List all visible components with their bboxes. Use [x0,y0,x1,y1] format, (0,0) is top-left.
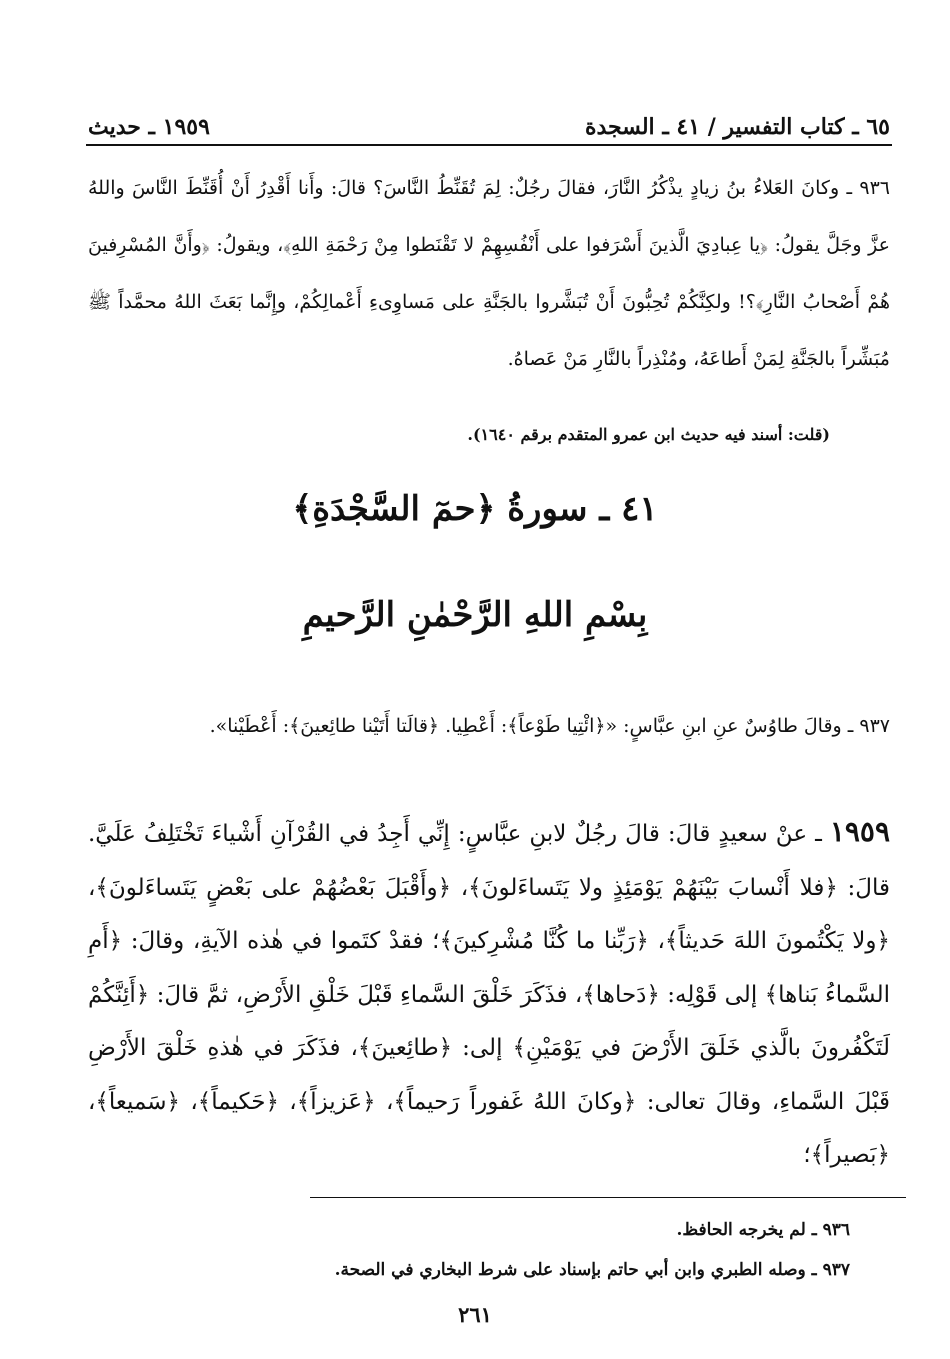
running-header [88,100,890,140]
footnote: ٩٣٦ ـ لم يخرجه الحافظ. [676,1220,850,1240]
basmala: بِسْمِ اللهِ الرَّحْمٰنِ الرَّحيمِ [302,595,648,635]
hadith-936-paragraph: ٩٣٦ ـ وكانَ العَلاءُ بنُ زيادٍ يذْكُرُ النَّارَ، فقالَ رجُلٌ: لِمَ تُقَنِّطُ النَّاسَ؟ قالَ: وأَنا أَقْدِرُ أَنْ أُقَنِّطَ النَّاسَ واللهُ عزَّ وجَلَّ يقولُ: ﴿يا عِبادِيَ الَّذينَ أَسْرَفوا على أَنْفُسِهِمْ لا تَقْنَطوا مِنْ رَحْمَةِ اللهِ﴾، ويقولُ: ﴿وأَنَّ المُسْرِفينَ هُمْ أَصْحابُ النَّارِ﴾؟! ولكِنَّكُمْ تُحِبُّونَ أَنْ تُبَشَّروا بالجَنَّةِ على مَساوِىءِ أَعْمالِكُمْ، وإِنَّما بَعَثَ اللهُ محمَّداً ﷺ مُبَشِّراً بالجَنَّةِ لِمَنْ أَطاعَهُ، ومُنْذِراً بالنَّارِ مَنْ عَصاهُ. [88,177,890,370]
hadith-number: ١٩٥٩ [829,815,890,848]
hadith-1959-text: ـ عنْ سعيدٍ قالَ: قالَ رجُلٌ لابنِ عبَّاسٍ: إِنِّي أَجِدُ في القُرْآنِ أَشْياءَ تَخْتَلِفُ عَلَيَّ. قالَ: ﴿فلا أَنْسابَ بَيْنَهُمْ يَوْمَئِذٍ ولا يَتَساءَلونَ﴾، ﴿وأَقْبَلَ بَعْضُهُمْ على بَعْضٍ يَتَساءَلونَ﴾، ﴿ولا يَكْتُمونَ اللهَ حَديثاً﴾، ﴿رَبِّنا ما كُنَّا مُشْرِكينَ﴾؛ فقدْ كتَموا في هٰذه الآيةِ، وقالَ: ﴿أَمِ السَّماءُ بَناها﴾ إلى قَوْلِه: ﴿دَحاها﴾، فذَكَرَ خَلْقَ السَّماءِ قَبْلَ خَلْقِ الأَرْضِ، ثمَّ قالَ: ﴿أَئِنَّكُمْ لَتَكْفُرونَ بالَّذي خَلَقَ الأَرْضَ في يَوْمَيْنِ﴾ إلى: ﴿طائِعينَ﴾، فذَكَرَ في هٰذهِ خَلْقَ الأَرْضِ قَبْلَ السَّماءِ، وقالَ تعالى: ﴿وكانَ اللهُ غَفوراً رَحيماً﴾، ﴿عَزيزاً﴾، ﴿حَكيماً﴾، ﴿سَميعاً﴾، ﴿بَصيراً﴾؛ [88,821,890,1168]
footnote: ٩٣٧ ـ وصله الطبري وابن أبي حاتم بإسناد على شرط البخاري في الصحة. [334,1260,850,1280]
header-divider [86,144,892,146]
footnotes [335,1210,850,1290]
hadith-1959-paragraph [88,805,890,1183]
header-hadith-number: ١٩٥٩ ـ حديث [88,114,210,140]
editor-note: (قلت: أسند فيه حديث ابن عمرو المتقدم برقم ١٦٤٠). [467,425,830,444]
footnote-divider [310,1197,906,1198]
hadith-937-paragraph: ٩٣٧ ـ وقالَ طاوُسٌ عنِ ابنِ عبَّاسٍ: «﴿ائْتِيا طَوْعاً﴾: أَعْطِيا. ﴿قالَتا أَتَيْنا طائِعينَ﴾: أَعْطَيْنا». [209,715,890,737]
header-chapter-title: ٦٥ ـ كتاب التفسير / ٤١ ـ السجدة [584,114,890,140]
page-number: ٢٦١ [458,1302,492,1327]
surah-heading: ٤١ ـ سورةُ ﴿حمٓ السَّجْدَةِ﴾ [292,489,658,529]
